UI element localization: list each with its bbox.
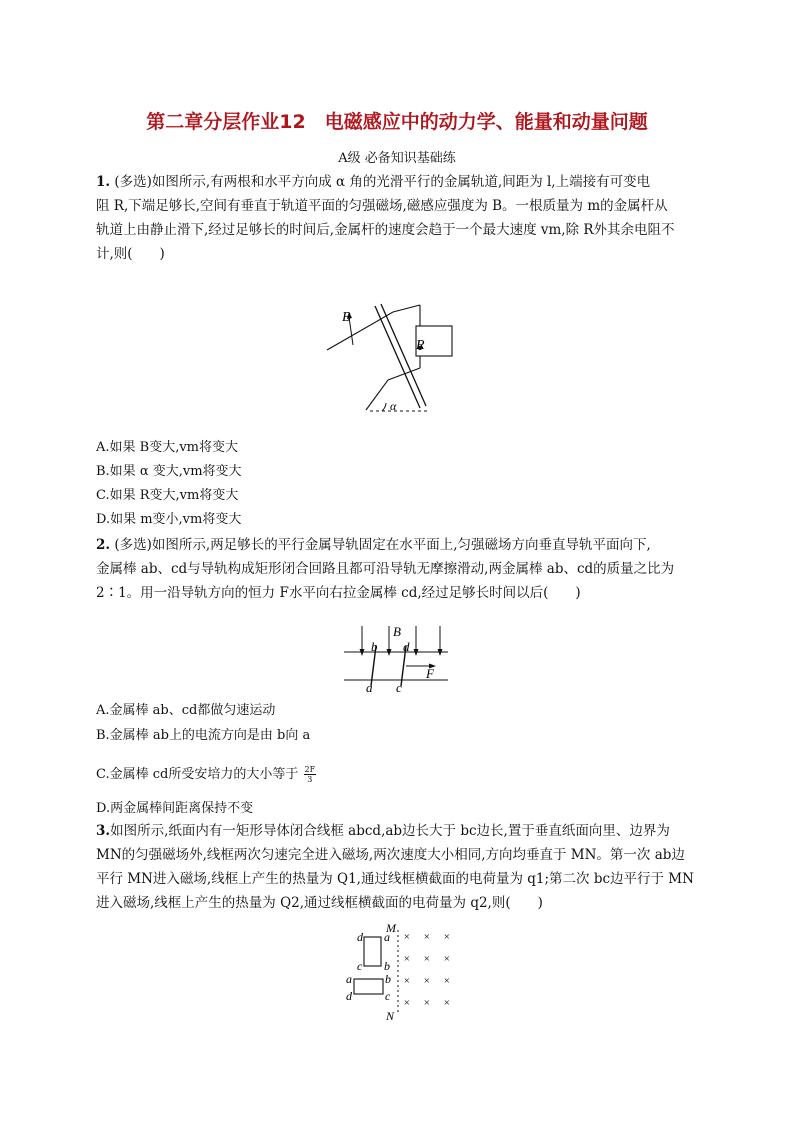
section-heading: A级 必备知识基础练: [338, 151, 456, 166]
q1-option-b: B.如果 α 变大,vm将变大: [96, 464, 242, 479]
field-cross-3-0: ×: [403, 997, 411, 1009]
fig3-label-d2: d: [346, 989, 352, 1003]
fig3-label-a2: a: [346, 972, 352, 986]
q1-option-a: A.如果 B变大,vm将变大: [96, 440, 239, 455]
figure-2-parallel-rails: [340, 622, 452, 694]
field-cross-2-0: ×: [403, 975, 411, 987]
fig3-label-M: M: [386, 921, 396, 935]
fig2-label-B: B: [393, 624, 401, 639]
field-cross-3-1: ×: [423, 997, 431, 1009]
field-cross-0-0: ×: [403, 931, 411, 943]
question-2-text: 2. (多选)如图所示,两足够长的平行金属导轨固定在水平面上,匀强磁场方向垂直导轨平面向下, 金属棒 ab、cd与导轨构成矩形闭合回路且都可沿导轨无摩擦滑动,两金属棒 ab、cd的质量之比为 2∶1。用一沿导轨方向的恒力 F水平向右拉金属棒 cd,经过足够长时间以后( ): [96, 537, 675, 601]
field-cross-1-2: ×: [443, 953, 451, 965]
fig1-label-alpha: α: [390, 399, 397, 413]
field-cross-0-1: ×: [423, 931, 431, 943]
question-1-number: 1.: [96, 174, 111, 190]
q2-option-c: C.金属棒 cd所受安培力的大小等于 $\frac{2F}{3}$: [96, 765, 316, 784]
fig3-label-d1: d: [357, 930, 363, 944]
fig3-label-c1: c: [357, 959, 363, 973]
fig3-label-b2: b: [385, 972, 391, 986]
fig3-label-a1: a: [384, 930, 390, 944]
q2-option-b: B.金属棒 ab上的电流方向是由 b向 a: [96, 728, 311, 743]
fig2-label-a: a: [366, 680, 373, 695]
fig2-label-d: d: [403, 639, 410, 654]
fig3-label-b1: b: [384, 959, 390, 973]
page-title: 第二章分层作业12 电磁感应中的动力学、能量和动量问题: [146, 111, 648, 133]
fig3-label-N: N: [386, 1009, 395, 1023]
fig3-label-c2: c: [385, 989, 391, 1003]
fig1-label-R: R: [416, 338, 425, 353]
field-cross-1-0: ×: [403, 953, 411, 965]
question-3-number: 3.: [96, 823, 111, 839]
q1-option-c: C.如果 R变大,vm将变大: [96, 488, 239, 503]
fig2-label-F: F: [426, 666, 434, 681]
q2-option-d: D.两金属棒间距离保持不变: [96, 801, 254, 816]
figure-3-loop-magnetic-field: [340, 920, 460, 1025]
field-cross-1-1: ×: [423, 953, 431, 965]
question-2-number: 2.: [96, 537, 111, 553]
fig2-label-b: b: [371, 639, 378, 654]
magnetic-field-crosses: [403, 931, 450, 1009]
question-1-text: 1. (多选)如图所示,有两根和水平方向成 α 角的光滑平行的金属轨道,间距为 l,上端接有可变电 阻 R,下端足够长,空间有垂直于轨道平面的匀强磁场,磁感应强度为 B。一根质量为 m的金属杆从 轨道上由静止滑下,经过足够长的时间后,金属杆的速度会趋于一个最大速度 vm,除 R外其余电阻不 计,则( ): [96, 174, 675, 262]
field-cross-2-2: ×: [443, 975, 451, 987]
q1-option-d: D.如果 m变小,vm将变大: [96, 512, 242, 527]
q2-option-a: A.金属棒 ab、cd都做匀速运动: [96, 703, 276, 718]
fraction-2F-over-3: $\frac{2F}{3}$: [304, 765, 316, 784]
fig2-label-c: c: [396, 680, 402, 695]
fig1-label-B: B: [342, 310, 351, 325]
field-cross-0-2: ×: [443, 931, 451, 943]
figure-1-inclined-rails: [320, 300, 480, 420]
field-cross-2-1: ×: [423, 975, 431, 987]
question-3-text: 3.如图所示,纸面内有一矩形导体闭合线框 abcd,ab边长大于 bc边长,置于垂直纸面向里、边界为 MN的匀强磁场外,线框两次匀速完全进入磁场,两次速度大小相同,方向均垂直于 MN。第一次 ab边 平行 MN进入磁场,线框上产生的热量为 Q1,通过线框横截面的电荷量为 q1;第二次 bc边平行于 MN 进入磁场,线框上产生的热量为 Q2,通过线框横截面的电荷量为 q2,则( ): [96, 823, 694, 911]
field-cross-3-2: ×: [443, 997, 451, 1009]
